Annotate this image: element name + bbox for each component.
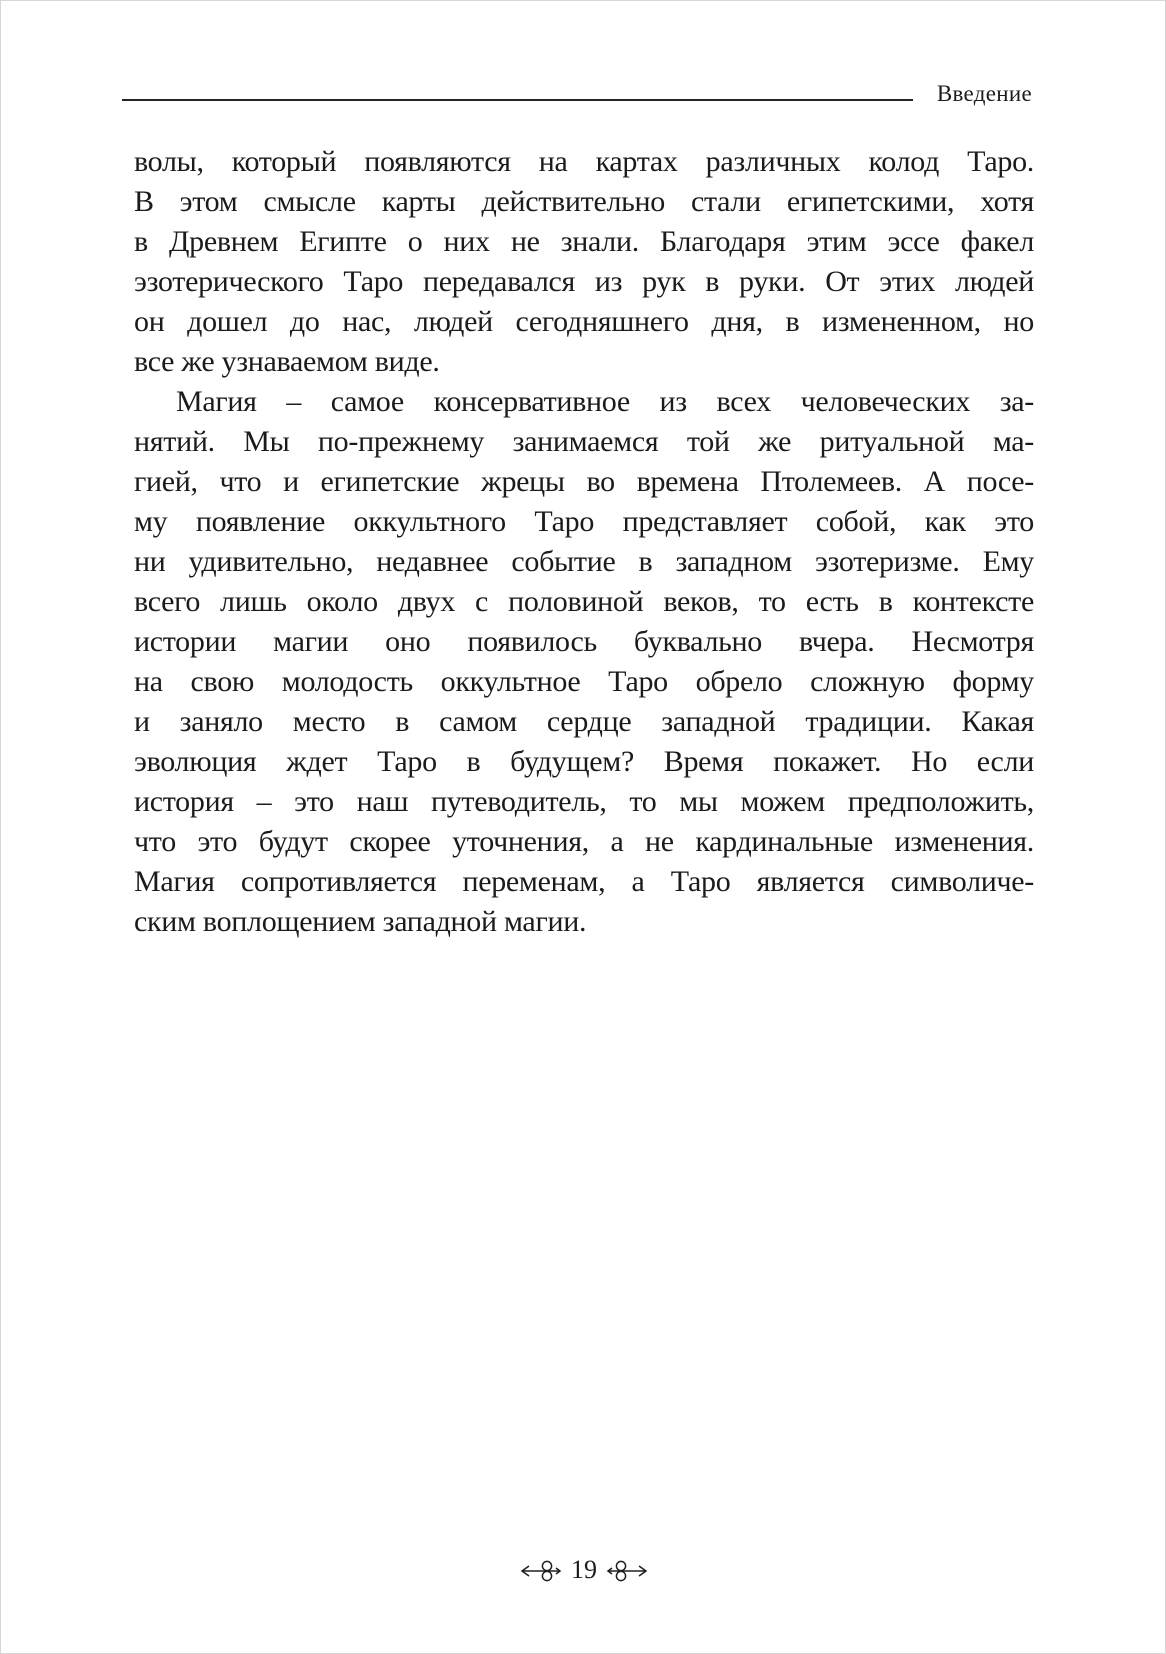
text-line: история – это наш путеводитель, то мы можем предположить, [134,785,1034,818]
text-line: ским воплощением западной магии. [134,905,587,938]
text-line: все же узнаваемом виде. [134,345,440,378]
text-line: он дошел до нас, людей сегодняшнего дня, в измененном, но [134,305,1034,338]
paragraph [134,382,1034,942]
page-number: 19 [571,1555,597,1584]
text-line: гией, что и египетские жрецы во времена Птолемеев. А посе- [134,465,1034,498]
text-line: Магия – самое консервативное из всех человеческих за- [176,385,1034,418]
text-line: волы, который появляются на картах различных колод Таро. [134,145,1034,178]
text-line: эзотерического Таро передавался из рук в руки. От этих людей [134,265,1034,298]
text-line: Магия сопротивляется переменам, а Таро является символиче- [134,865,1034,898]
fleuron-arrow-right-icon [606,1559,648,1583]
text-line: истории магии оно появилось буквально вчера. Несмотря [134,625,1034,658]
text-line: эволюция ждет Таро в будущем? Время покажет. Но если [134,745,1034,778]
text-line: на свою молодость оккультное Таро обрело сложную форму [134,665,1034,698]
text-line: всего лишь около двух с половиной веков, то есть в контексте [134,585,1034,618]
running-head [122,81,1032,106]
text-line: му появление оккультного Таро представляет собой, как это [134,505,1034,538]
header-rule [122,99,913,101]
text-line: ни удивительно, недавнее событие в западном эзотеризме. Ему [134,545,1034,578]
text-line: нятий. Мы по-прежнему занимаемся той же ритуальной ма- [134,425,1034,458]
text-line: и заняло место в самом сердце западной традиции. Какая [134,705,1034,738]
page-footer [134,1557,1034,1585]
paragraph [134,142,1034,382]
text-line: В этом смысле карты действительно стали египетскими, хотя [134,185,1034,218]
text-line: в Древнем Египте о них не знали. Благодаря этим эссе факел [134,225,1034,258]
page-body [134,142,1034,942]
chapter-title: Введение [936,81,1032,106]
fleuron-arrow-left-icon [520,1559,562,1583]
text-line: что это будут скорее уточнения, а не кардинальные изменения. [134,825,1034,858]
